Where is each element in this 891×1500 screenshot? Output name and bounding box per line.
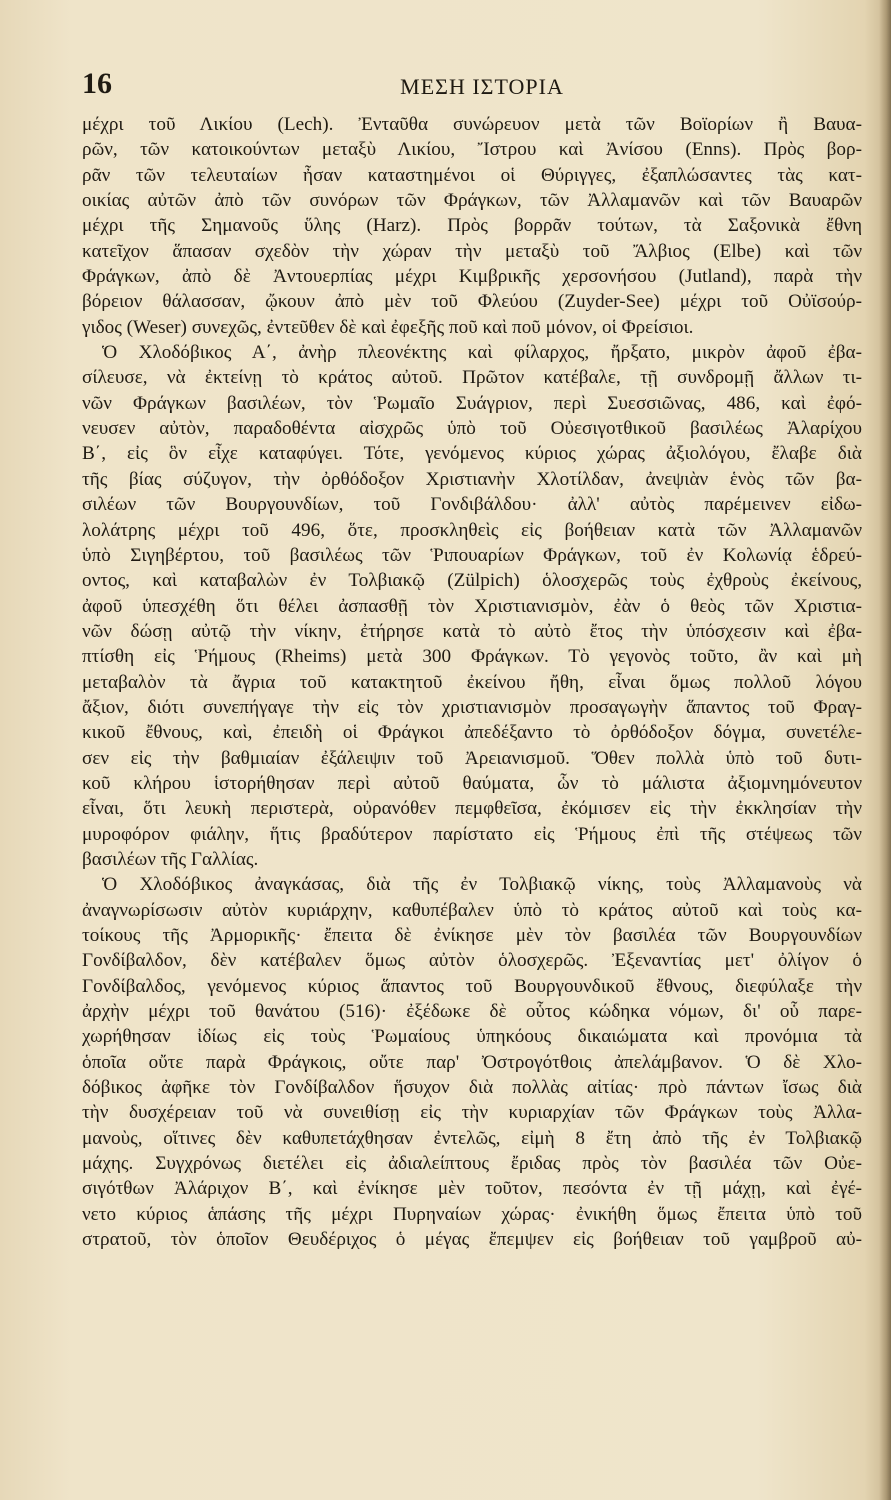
- text-line: σιγότθων Ἀλάριχον Β΄, καὶ ἐνίκησε μὲν τοῦτον, πεσόντα ἐν τῇ μάχῃ, καὶ ἐγέ-: [82, 1178, 862, 1200]
- paragraph: [82, 872, 862, 1252]
- text-line: πτίσθη εἰς Ῥήμους (Rheims) μετὰ 300 Φράγκων. Τὸ γεγονὸς τοῦτο, ἂν καὶ μὴ: [82, 646, 862, 668]
- text-line: μέχρι τοῦ Λικίου (Lech). Ἐνταῦθα συνώρευον μετὰ τῶν Βοϊορίων ἢ Βαυα-: [82, 114, 862, 135]
- text-line: Β΄, εἰς ὃν εἶχε καταφύγει. Τότε, γενόμενος κύριος χώρας ἀξιολόγου, ἔλαβε διὰ: [82, 443, 862, 465]
- text-line: χωρήθησαν ἰδίως εἰς τοὺς Ῥωμαίους ὑπηκόους δικαιώματα καὶ προνόμια τὰ: [82, 1026, 862, 1048]
- text-line: μάχης. Συγχρόνως διετέλει εἰς ἀδιαλείπτους ἔριδας πρὸς τὸν βασιλέα τῶν Οὐε-: [82, 1153, 862, 1175]
- text-line: οικίας αὐτῶν ἀπὸ τῶν συνόρων τῶν Φράγκων, τῶν Ἀλλαμανῶν καὶ τῶν Βαυαρῶν: [82, 190, 862, 212]
- text-line: δόβικος ἀφῆκε τὸν Γονδίβαλδον ἥσυχον διὰ πολλὰς αἰτίας· πρὸ πάντων ἴσως διὰ: [82, 1077, 862, 1099]
- text-line: Φράγκων, ἀπὸ δὲ Ἀντουερπίας μέχρι Κιμβρικῆς χερσονήσου (Jutland), παρὰ τὴν: [82, 266, 862, 288]
- text-line: σιλέων τῶν Βουργουνδίων, τοῦ Γονδιβάλδου· ἀλλ' αὐτὸς παρέμεινεν εἰδω-: [82, 494, 862, 516]
- text-line: σίλευσε, νὰ ἐκτείνῃ τὸ κράτος αὐτοῦ. Πρῶτον κατέβαλε, τῇ συνδρομῇ ἄλλων τι-: [82, 367, 862, 389]
- text-line: τὴν δυσχέρειαν τοῦ νὰ συνειθίσῃ εἰς τὴν κυριαρχίαν τῶν Φράγκων τοὺς Ἀλλα-: [82, 1102, 862, 1124]
- text-line: οντος, καὶ καταβαλὼν ἐν Τολβιακῷ (Zülpich) ὁλοσχερῶς τοὺς ἐχθροὺς ἐκείνους,: [82, 570, 862, 592]
- text-line: μανοὺς, οἵτινες δὲν καθυπετάχθησαν ἐντελῶς, εἰμὴ 8 ἔτη ἀπὸ τῆς ἐν Τολβιακῷ: [82, 1127, 862, 1149]
- text-line: ὁποῖα οὔτε παρὰ Φράγκοις, οὔτε παρ' Ὀστρογότθοις ἀπελάμβανον. Ὁ δὲ Χλο-: [82, 1051, 862, 1073]
- text-line: λολάτρης μέχρι τοῦ 496, ὅτε, προσκληθεὶς εἰς βοήθειαν κατὰ τῶν Ἀλλαμανῶν: [82, 519, 862, 541]
- page-header: [82, 66, 842, 106]
- text-line: βόρειον θάλασσαν, ᾤκουν ἀπὸ μὲν τοῦ Φλεύου (Zuyder-See) μέχρι τοῦ Οὐϊσούρ-: [82, 291, 862, 313]
- text-line: νῶν Φράγκων βασιλέων, τὸν Ῥωμαῖο Συάγριον, περὶ Συεσσιῶνας, 486, καὶ ἐφό-: [82, 392, 862, 414]
- text-line: ὑπὸ Σιγηβέρτου, τοῦ βασιλέως τῶν Ῥιπουαρίων Φράγκων, τοῦ ἐν Κολωνίᾳ ἑδρεύ-: [82, 544, 862, 566]
- text-line: κικοῦ ἔθνους, καὶ, ἐπειδὴ οἱ Φράγκοι ἀπεδέξαντο τὸ ὀρθόδοξον δόγμα, συνετέλε-: [82, 722, 862, 744]
- page-edge-shadow: [879, 0, 891, 1500]
- text-line: εἶναι, ὅτι λευκὴ περιστερὰ, οὐρανόθεν πεμφθεῖσα, ἐκόμισεν εἰς τὴν ἐκκλησίαν τὴν: [82, 798, 862, 820]
- text-line: μεταβαλὸν τὰ ἄγρια τοῦ κατακτητοῦ ἐκείνου ἤθη, εἶναι ὅμως πολλοῦ λόγου: [82, 671, 862, 693]
- body-text: [82, 112, 862, 1252]
- text-line: στρατοῦ, τὸν ὁποῖον Θευδέριχος ὁ μέγας ἔπεμψεν εἰς βοήθειαν τοῦ γαμβροῦ αὐ-: [82, 1229, 862, 1251]
- text-line: μέχρι τῆς Σημανοῦς ὕλης (Harz). Πρὸς βορρᾶν τούτων, τὰ Σαξονικὰ ἔθνη: [82, 215, 862, 237]
- text-line: ἀφοῦ ὑπεσχέθη ὅτι θέλει ἀσπασθῇ τὸν Χριστιανισμὸν, ἐὰν ὁ θεὸς τῶν Χριστια-: [82, 595, 862, 617]
- text-line: ἀναγνωρίσωσιν αὐτὸν κυριάρχην, καθυπέβαλεν ὑπὸ τὸ κράτος αὐτοῦ καὶ τοὺς κα-: [82, 899, 862, 921]
- page-number: 16: [82, 67, 112, 100]
- text-line: Ὁ Χλοδόβικος ἀναγκάσας, διὰ τῆς ἐν Τολβιακῷ νίκης, τοὺς Ἀλλαμανοὺς νὰ: [102, 874, 862, 896]
- text-line: νῶν δώσῃ αὐτῷ τὴν νίκην, ἐτήρησε κατὰ τὸ αὐτὸ ἔτος τὴν ὑπόσχεσιν καὶ ἐβα-: [82, 620, 862, 642]
- text-line: ἄξιον, διότι συνεπήγαγε τὴν εἰς τὸν χριστιανισμὸν προσαγωγὴν ἅπαντος τοῦ Φραγ-: [82, 696, 862, 718]
- text-line: βασιλέων τῆς Γαλλίας.: [82, 848, 259, 870]
- text-line: κοῦ κλήρου ἱστορήθησαν περὶ αὐτοῦ θαύματα, ὧν τὸ μάλιστα ἀξιομνημόνευτον: [82, 772, 862, 794]
- text-line: τοίκους τῆς Ἀρμορικῆς· ἔπειτα δὲ ἐνίκησε μὲν τὸν βασιλέα τῶν Βουργουνδίων: [82, 925, 862, 946]
- text-line: νετο κύριος ἁπάσης τῆς μέχρι Πυρηναίων χώρας· ἐνικήθη ὅμως ἔπειτα ὑπὸ τοῦ: [82, 1203, 862, 1225]
- paragraph: [82, 340, 862, 872]
- text-line: Γονδίβαλδος, γενόμενος κύριος ἅπαντος τοῦ Βουργουνδικοῦ ἔθνους, διεφύλαξε τὴν: [82, 975, 862, 997]
- text-line: Ὁ Χλοδόβικος Α΄, ἀνὴρ πλεονέκτης καὶ φίλαρχος, ἤρξατο, μικρὸν ἀφοῦ ἐβα-: [102, 342, 862, 364]
- text-line: μυροφόρον φιάλην, ἥτις βραδύτερον παρίστατο εἰς Ῥήμους ἐπὶ τῆς στέψεως τῶν: [82, 823, 862, 845]
- running-title: ΜΕΣΗ ΙΣΤΟΡΙΑ: [400, 74, 564, 99]
- text-line: σεν εἰς τὴν βαθμιαίαν ἐξάλειψιν τοῦ Ἀρειανισμοῦ. Ὅθεν πολλὰ ὑπὸ τοῦ δυτι-: [82, 747, 862, 769]
- text-line: ρᾶν τῶν τελευταίων ἦσαν καταστημένοι οἱ Θύριγγες, ἐξαπλώσαντες τὰς κατ-: [82, 164, 862, 186]
- text-line: Γονδίβαλδον, δὲν κατέβαλεν ὅμως αὐτὸν ὁλοσχερῶς. Ἐξεναντίας μετ' ὀλίγον ὁ: [82, 950, 862, 972]
- text-line: κατεῖχον ἅπασαν σχεδὸν τὴν χώραν τὴν μεταξὺ τοῦ Ἄλβιος (Elbe) καὶ τῶν: [82, 240, 862, 262]
- text-line: νευσεν αὐτὸν, παραδοθέντα αἰσχρῶς ὑπὸ τοῦ Οὐεσιγοτθικοῦ βασιλέως Ἀλαρίχου: [82, 418, 862, 440]
- text-line: γιδος (Weser) συνεχῶς, ἐντεῦθεν δὲ καὶ ἐφεξῆς ποῦ καὶ ποῦ μόνον, οἱ Φρείσιοι.: [82, 316, 694, 338]
- paragraph: [82, 112, 862, 340]
- text-line: ἀρχὴν μέχρι τοῦ θανάτου (516)· ἐξέδωκε δὲ οὗτος κώδηκα νόμων, δι' οὗ παρε-: [82, 1001, 862, 1023]
- text-line: τῆς βίας σύζυγον, τὴν ὀρθόδοξον Χριστιανὴν Χλοτίλδαν, ἀνεψιὰν ἑνὸς τῶν βα-: [82, 468, 862, 490]
- text-line: ρῶν, τῶν κατοικούντων μεταξὺ Λικίου, Ἴστρου καὶ Ἀνίσου (Enns). Πρὸς βορ-: [82, 139, 862, 161]
